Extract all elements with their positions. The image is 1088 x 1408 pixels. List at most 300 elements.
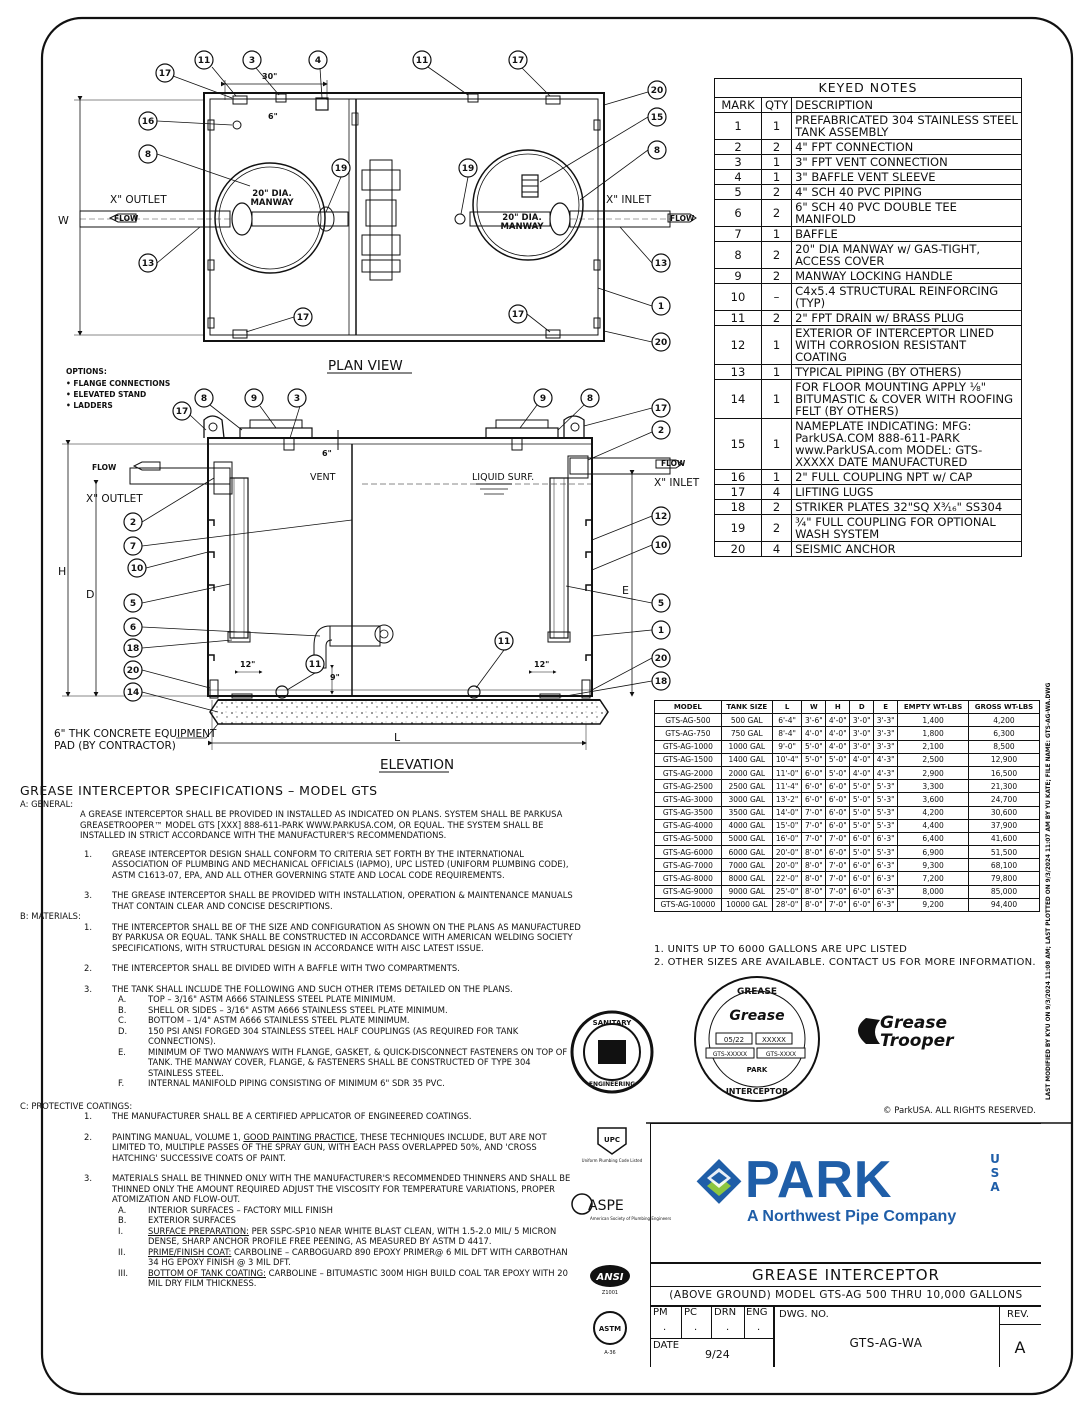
note-mark: 6 <box>715 200 762 227</box>
svg-text:4: 4 <box>314 56 322 66</box>
model-row <box>655 832 1040 845</box>
svg-text:17: 17 <box>158 69 172 79</box>
model-cell: 750 GAL <box>721 727 772 740</box>
model-cell: 6'-0" <box>850 898 874 911</box>
model-cell: 7'-0" <box>826 872 850 885</box>
model-cell: 11'-0" <box>772 766 801 779</box>
svg-text:17: 17 <box>511 310 525 320</box>
model-row <box>655 753 1040 766</box>
model-cell: 9'-0" <box>772 740 801 753</box>
model-cell: 79,800 <box>968 872 1039 885</box>
model-row <box>655 780 1040 793</box>
model-cell: 7,200 <box>898 872 969 885</box>
svg-text:20: 20 <box>650 86 664 96</box>
model-cell: 6'-3" <box>874 859 898 872</box>
svg-text:Grease: Grease <box>729 1008 785 1024</box>
note-mark: 3 <box>715 155 762 170</box>
model-cell: 5'-0" <box>826 766 850 779</box>
model-cell: 6'-0" <box>826 793 850 806</box>
model-cell: 2,100 <box>898 740 969 753</box>
liquid-surface-label: LIQUID SURF. <box>472 472 535 483</box>
model-cell: 85,000 <box>968 885 1039 898</box>
svg-text:X" INLET: X" INLET <box>654 477 700 489</box>
note-description: 20" DIA MANWAY w/ GAS-TIGHT, ACCESS COVER <box>792 242 1022 269</box>
model-row <box>655 846 1040 859</box>
model-cell: GTS-AG-4000 <box>655 819 722 832</box>
specifications: GREASE INTERCEPTOR SPECIFICATIONS – MODEL GTS A: GENERAL: A GREASE INTERCEPTOR SHALL BE PROVIDED IN INSTALLED AS INDICATED ON PLANS. SYSTEM SHALL BE PARKUSA GREASETROOPER™ MODEL GTS [XXX] 888-611-PARK WWW.PARKUSA.COM, OR EQUAL. THE SYSTEM SHALL BE INSTALLED IN STRICT ACCORDANCE WITH THE MANUFACTURER'S RECOMMENDATIONS. 1. GREASE INTERCEPTOR DESIGN SHALL CONFORM TO CRITERIA SET FORTH BY THE INTERNATIONAL ASSOCIATION OF PLUMBING AND MECHANICAL OFFICIALS (IAPMO), UPC LISTED (UNIFORM PLUMBING CODE), ASTM C1613-07, EPA, AND ALL OTHER GOVERNING STATE AND LOCAL CODE REQUIREMENTS. 3. THE GREASE INTERCEPTOR SHALL BE PROVIDED WITH INSTALLATION, OPERATION & MAINTENANCE MANUALS THAT CONTAIN CLEAR AND CONCISE DESCRIPTIONS. B: MATERIALS: 1. THE INTERCEPTOR SHALL BE OF THE SIZE AND CONFIGURATION AS SHOWN ON THE PLANS AS MANUFACTURED BY PARKUSA OR EQUAL. TANK SHALL BE CONSTRUCTED IN ACCORDANCE WITH AMERICAN WELDING SOCIETY SPECIFICATIONS, WITH STRUCTURAL DESIGN IN ACCORDANCE WITH AISC LATEST ISSUE. 2. THE INTERCEPTOR SHALL BE DIVIDED WITH A BAFFLE WITH TWO COMPARTMENTS. 3. THE TANK SHALL INCLUDE THE FOLLOWING AND SUCH OTHER ITEMS DETAILED ON THE PLANS. A. TOP – 3/16" ASTM A666 STAINLESS STEEL PLATE MINIMUM. B. SHELL OR SIDES – 3/16" ASTM A666 STAINLESS STEEL PLATE MINIMUM. C. BOTTOM – 1/4" ASTM A666 STAINLESS STEEL PLATE MINIMUM. D. 150 PSI ANSI FORGED 304 STAINLESS STEEL HALF COUPLINGS (AS REQUIRED FOR TANK CONNECTIONS). E. MINIMUM OF TWO MANWAYS WITH FLANGE, GASKET, & QUICK-DISCONNECT FASTENERS ON TOP OF TANK. THE MANWAY COVER, FLANGE, & FASTENERS SHALL BE CONSTRUCTED OF TYPE 304 STAINLESS STEEL. F. INTERNAL MANIFOLD PIPING CONSISTING OF MINIMUM 6" SDR 35 PVC. C: PROTECTIVE COATINGS: 1. THE MANUFACTURER SHALL BE A CERTIFIED APPLICATOR OF ENGINEERED COATINGS. 2. PAINTING MANUAL, VOLUME 1, GOOD PAINTING PRACTICE, THESE TECHNIQUES INCLUDE, BUT ARE NOT LIMITED TO, MULTIPLE PASSES OF THE SPRAY GUN, WITH EACH PASS OVERLAPPED 50%, AND 'CROSS HATCHING' SUCCESSIVE COATS OF PAINT. 3. MATERIALS SHALL BE THINNED ONLY WITH THE MANUFACTURER'S RECOMMENDED THINNERS AND SHALL BE THINNED ONLY THE AMOUNT REQUIRED ADJUST THE VISCOSITY FOR TEMPERATURE VARIATIONS, PROPER ATOMIZATION AND FLOW-OUT. A. INTERIOR SURFACES – FACTORY MILL FINISH B. EXTERIOR SURFACES I. SURFACE PREPARATION: PER SSPC-SP10 NEAR WHITE BLAST CLEAN, WITH 1.5-2.0 MIL/ 5 MICRON DENSE, SHARP ANCHOR PROFILE FREE PEENING, AS MEASURED BY ASTM D 4417. II. PRIME/FINISH COAT: CARBOLINE – CARBOGUARD 890 EPOXY PRIMER@ 6 MIL DFT WITH CARBOTHAN 34 HG EPOXY FINISH @ 3 MIL DFT. III. BOTTOM OF TANK COATING: CARBOLINE – BITUMASTIC 300M HIGH BUILD COAL TAR EPOXY WITH 20 MIL DRY FILM THICKNESS. <box>20 786 600 1289</box>
qty-header: QTY <box>762 98 792 113</box>
model-note-2: 2. OTHER SIZES ARE AVAILABLE. CONTACT US FOR MORE INFORMATION. <box>654 957 1036 968</box>
svg-text:• FLANGE CONNECTIONS: • FLANGE CONNECTIONS <box>66 379 171 388</box>
model-row <box>655 766 1040 779</box>
model-cell: 8'-0" <box>802 872 826 885</box>
note-mark: 7 <box>715 227 762 242</box>
svg-text:20: 20 <box>654 654 668 664</box>
model-cell: 8000 GAL <box>721 872 772 885</box>
note-description: 2" FULL COUPLING NPT w/ CAP <box>792 470 1022 485</box>
model-cell: 51,500 <box>968 846 1039 859</box>
model-cell: 37,900 <box>968 819 1039 832</box>
note-description: STRIKER PLATES 32"SQ X³⁄₁₆" SS304 <box>792 500 1022 515</box>
note-qty: 4 <box>762 542 792 557</box>
drawing-subtitle: (ABOVE GROUND) MODEL GTS-AG 500 THRU 10,000 GALLONS <box>669 1289 1023 1301</box>
model-cell: 20'-0" <box>772 859 801 872</box>
svg-text:UPC: UPC <box>604 1136 620 1144</box>
model-cell: 6'-0" <box>802 780 826 793</box>
svg-text:11: 11 <box>197 56 211 66</box>
svg-text:8: 8 <box>200 394 208 404</box>
model-cell: 8,500 <box>968 740 1039 753</box>
model-cell: 5'-0" <box>850 806 874 819</box>
keyed-note-row <box>715 140 1022 155</box>
model-cell: 5'-3" <box>874 780 898 793</box>
svg-text:20" DIA.: 20" DIA. <box>502 213 542 223</box>
model-cell: 7'-0" <box>802 806 826 819</box>
model-cell: 1,800 <box>898 727 969 740</box>
model-col-header: GROSS WT-LBS <box>968 701 1039 714</box>
keyed-note-row <box>715 470 1022 485</box>
svg-text:8: 8 <box>653 146 661 156</box>
model-cell: 6'-3" <box>874 898 898 911</box>
model-row <box>655 727 1040 740</box>
dim-30-label: 30" <box>262 72 278 81</box>
drawing-number: GTS-AG-WA <box>849 1336 923 1350</box>
model-table <box>654 700 1040 912</box>
model-cell: GTS-AG-2500 <box>655 780 722 793</box>
model-cell: GTS-AG-1000 <box>655 740 722 753</box>
svg-text:9": 9" <box>330 673 340 682</box>
svg-text:11: 11 <box>497 637 511 647</box>
svg-text:• LADDERS: • LADDERS <box>66 401 113 410</box>
drawing-title: GREASE INTERCEPTOR <box>752 1266 940 1284</box>
model-cell: 8'-0" <box>802 885 826 898</box>
model-cell: 4'-0" <box>850 766 874 779</box>
svg-text:American Society of Plumbing E: American Society of Plumbing Engineers <box>590 1216 672 1221</box>
revision: A <box>1014 1338 1026 1357</box>
model-cell: 5'-0" <box>850 819 874 832</box>
model-cell: GTS-AG-3500 <box>655 806 722 819</box>
keyed-note-row <box>715 170 1022 185</box>
note-mark: 18 <box>715 500 762 515</box>
elevation-callouts <box>124 389 670 701</box>
svg-text:05/22: 05/22 <box>723 1036 745 1044</box>
keyed-note-row <box>715 242 1022 269</box>
svg-text:20: 20 <box>126 666 140 676</box>
svg-text:5: 5 <box>657 599 665 609</box>
svg-text:19: 19 <box>334 164 348 174</box>
model-cell: 9000 GAL <box>721 885 772 898</box>
model-cell: 30,600 <box>968 806 1039 819</box>
svg-text:16: 16 <box>141 117 155 127</box>
svg-text:2: 2 <box>129 518 137 528</box>
model-cell: 3'-0" <box>850 740 874 753</box>
model-cell: 3'-0" <box>850 714 874 727</box>
model-cell: 8'-0" <box>802 898 826 911</box>
svg-text:5: 5 <box>129 599 137 609</box>
svg-text:ASTM: ASTM <box>598 1325 622 1333</box>
model-cell: 5'-3" <box>874 793 898 806</box>
svg-text:19: 19 <box>461 164 475 174</box>
note-mark: 16 <box>715 470 762 485</box>
keyed-notes-title: KEYED NOTES <box>715 79 1022 98</box>
svg-text:18: 18 <box>126 644 140 654</box>
plan-callouts <box>139 51 670 351</box>
model-cell: 5'-3" <box>874 846 898 859</box>
model-col-header: D <box>850 701 874 714</box>
note-description: EXTERIOR OF INTERCEPTOR LINED WITH CORROSION RESISTANT COATING <box>792 326 1022 365</box>
model-cell: 41,600 <box>968 832 1039 845</box>
svg-text:14: 14 <box>126 688 140 698</box>
svg-text:VENT: VENT <box>310 472 336 483</box>
note-mark: 13 <box>715 365 762 380</box>
note-qty: 2 <box>762 242 792 269</box>
model-cell: 25'-0" <box>772 885 801 898</box>
keyed-note-row <box>715 311 1022 326</box>
grease-trooper-logo <box>858 1013 955 1051</box>
svg-text:18: 18 <box>654 677 668 687</box>
model-cell: 16,500 <box>968 766 1039 779</box>
model-cell: 5'-3" <box>874 806 898 819</box>
model-cell: 3'-3" <box>874 740 898 753</box>
mark-header: MARK <box>715 98 762 113</box>
svg-text:SANITARY: SANITARY <box>592 1019 632 1027</box>
park-tagline: A Northwest Pipe Company <box>747 1208 957 1225</box>
model-cell: 6,400 <box>898 832 969 845</box>
model-cell: 4'-0" <box>850 753 874 766</box>
note-description: BAFFLE <box>792 227 1022 242</box>
model-cell: 3000 GAL <box>721 793 772 806</box>
model-row <box>655 793 1040 806</box>
model-cell: 7'-0" <box>802 819 826 832</box>
model-col-header: MODEL <box>655 701 722 714</box>
model-cell: 4'-0" <box>826 740 850 753</box>
note-mark: 19 <box>715 515 762 542</box>
note-qty: 1 <box>762 380 792 419</box>
note-description: 3" BAFFLE VENT SLEEVE <box>792 170 1022 185</box>
note-qty: 1 <box>762 227 792 242</box>
svg-text:GREASE: GREASE <box>736 987 778 997</box>
model-cell: 21,300 <box>968 780 1039 793</box>
specs-title: GREASE INTERCEPTOR SPECIFICATIONS – MODEL GTS <box>20 783 378 798</box>
svg-text:20: 20 <box>654 338 668 348</box>
model-cell: 6'-0" <box>826 780 850 793</box>
model-cell: 13'-2" <box>772 793 801 806</box>
model-cell: 24,700 <box>968 793 1039 806</box>
svg-text:11: 11 <box>415 56 429 66</box>
model-row <box>655 806 1040 819</box>
plan-view-title: PLAN VIEW <box>328 358 403 374</box>
model-cell: 5'-0" <box>850 846 874 859</box>
model-cell: 5000 GAL <box>721 832 772 845</box>
svg-text:GTS-XXXXX: GTS-XXXXX <box>712 1051 748 1058</box>
svg-text:12": 12" <box>240 660 256 669</box>
svg-text:MANWAY: MANWAY <box>250 198 294 208</box>
keyed-note-row <box>715 185 1022 200</box>
note-description: 6" SCH 40 PVC DOUBLE TEE MANIFOLD <box>792 200 1022 227</box>
svg-text:7: 7 <box>129 542 137 552</box>
model-cell: 5'-3" <box>874 819 898 832</box>
model-cell: 6'-0" <box>850 859 874 872</box>
model-cell: 11'-4" <box>772 780 801 793</box>
svg-text:3: 3 <box>293 394 301 404</box>
note-description: PREFABRICATED 304 STAINLESS STEEL TANK ASSEMBLY <box>792 113 1022 140</box>
model-col-header: EMPTY WT-LBS <box>898 701 969 714</box>
model-cell: 7'-0" <box>826 885 850 898</box>
model-cell: 6'-0" <box>802 793 826 806</box>
model-cell: 68,100 <box>968 859 1039 872</box>
keyed-note-row <box>715 269 1022 284</box>
model-cell: 6000 GAL <box>721 846 772 859</box>
model-cell: GTS-AG-5000 <box>655 832 722 845</box>
svg-text:FLOW: FLOW <box>670 214 695 223</box>
note-mark: 12 <box>715 326 762 365</box>
model-cell: 7'-0" <box>802 832 826 845</box>
copyright: © ParkUSA. ALL RIGHTS RESERVED. <box>883 1106 1036 1116</box>
park-brand: PARK <box>745 1151 893 1209</box>
svg-text:1: 1 <box>657 302 665 312</box>
x-outlet-label: X" OUTLET <box>110 194 167 206</box>
note-description: 4" SCH 40 PVC PIPING <box>792 185 1022 200</box>
park-logo-mark <box>697 1159 742 1204</box>
model-cell: 5'-0" <box>850 780 874 793</box>
model-row <box>655 859 1040 872</box>
note-qty: 1 <box>762 113 792 140</box>
pad-note: 6" THK CONCRETE EQUIPMENT <box>54 728 217 740</box>
svg-text:2: 2 <box>657 426 665 436</box>
svg-text:FLOW: FLOW <box>92 463 117 472</box>
model-cell: 9,300 <box>898 859 969 872</box>
model-col-header: H <box>826 701 850 714</box>
model-cell: GTS-AG-1500 <box>655 753 722 766</box>
svg-text:8: 8 <box>144 150 152 160</box>
model-cell: 7'-0" <box>826 859 850 872</box>
svg-text:12: 12 <box>654 512 668 522</box>
astm-logo <box>594 1312 626 1356</box>
svg-text:6": 6" <box>322 449 332 458</box>
model-row <box>655 740 1040 753</box>
title-block: PARK USA A Northwest Pipe Company GREASE INTERCEPTOR (ABOVE GROUND) MODEL GTS-AG 500 THRU 10,000 GALLONS PM PC DRN ENG . . . . DWG. NO. GTS-AG-WA REV. A DATE 9/24 <box>650 1123 1041 1367</box>
model-cell: GTS-AG-6000 <box>655 846 722 859</box>
x-inlet-label: X" INLET <box>606 194 652 206</box>
model-cell: 3'-3" <box>874 714 898 727</box>
note-qty: 2 <box>762 140 792 155</box>
plot-stamp: LAST MODIFIED BY KYU ON 9/3/2024 11:08 AM; LAST PLOTTED ON 9/3/2024 11:07 AM BY YU KATE; FILE NAME: GTS-AG-WA.DWG <box>1046 682 1052 1100</box>
note-qty: 2 <box>762 185 792 200</box>
model-cell: 22'-0" <box>772 872 801 885</box>
keyed-note-row <box>715 380 1022 419</box>
note-qty: 4 <box>762 485 792 500</box>
svg-text:MANWAY: MANWAY <box>500 222 544 232</box>
svg-text:10: 10 <box>130 564 144 574</box>
note-mark: 1 <box>715 113 762 140</box>
model-cell: 28'-0" <box>772 898 801 911</box>
model-cell: 6'-0" <box>826 846 850 859</box>
model-cell: 8'-0" <box>802 846 826 859</box>
model-cell: 6'-3" <box>874 872 898 885</box>
model-cell: 2,900 <box>898 766 969 779</box>
note-description: 4" FPT CONNECTION <box>792 140 1022 155</box>
model-cell: 4'-0" <box>826 714 850 727</box>
keyed-note-row <box>715 419 1022 470</box>
model-cell: 7000 GAL <box>721 859 772 872</box>
svg-text:Grease: Grease <box>880 1013 947 1033</box>
model-cell: GTS-AG-9000 <box>655 885 722 898</box>
model-cell: 3'-6" <box>802 714 826 727</box>
model-cell: 6'-3" <box>874 832 898 845</box>
svg-text:Trooper: Trooper <box>880 1031 954 1051</box>
svg-text:D: D <box>86 588 95 601</box>
svg-text:W: W <box>58 214 69 227</box>
model-cell: 6'-0" <box>826 819 850 832</box>
model-cell: 3'-0" <box>850 727 874 740</box>
note-description: TYPICAL PIPING (BY OTHERS) <box>792 365 1022 380</box>
model-cell: 5'-0" <box>850 793 874 806</box>
svg-text:A-36: A-36 <box>604 1350 616 1356</box>
model-cell: 4'-0" <box>826 727 850 740</box>
model-cell: GTS-AG-8000 <box>655 872 722 885</box>
note-description: LIFTING LUGS <box>792 485 1022 500</box>
model-cell: 1400 GAL <box>721 753 772 766</box>
model-cell: 8,000 <box>898 885 969 898</box>
note-qty: 1 <box>762 326 792 365</box>
model-cell: GTS-AG-7000 <box>655 859 722 872</box>
note-qty: 2 <box>762 200 792 227</box>
note-qty: 1 <box>762 365 792 380</box>
model-cell: 5'-0" <box>802 740 826 753</box>
svg-text:FLOW: FLOW <box>114 214 139 223</box>
keyed-note-row <box>715 500 1022 515</box>
svg-text:OPTIONS:: OPTIONS: <box>66 367 107 376</box>
note-description: FOR FLOOR MOUNTING APPLY ⅛" BITUMASTIC & COVER WITH ROOFING FELT (BY OTHERS) <box>792 380 1022 419</box>
svg-text:ASPE: ASPE <box>588 1198 624 1214</box>
note-mark: 8 <box>715 242 762 269</box>
note-mark: 15 <box>715 419 762 470</box>
model-note-1: 1. UNITS UP TO 6000 GALLONS ARE UPC LISTED <box>654 944 908 955</box>
model-cell: 6'-0" <box>802 766 826 779</box>
model-cell: GTS-AG-10000 <box>655 898 722 911</box>
note-description: NAMEPLATE INDICATING: MFG: ParkUSA.COM 888-611-PARK www.ParkUSA.com MODEL: GTS-XXXXX DATE MANUFACTURED <box>792 419 1022 470</box>
model-cell: 7'-0" <box>826 898 850 911</box>
model-cell: 4,400 <box>898 819 969 832</box>
keyed-note-row <box>715 485 1022 500</box>
model-cell: 6,300 <box>968 727 1039 740</box>
model-row <box>655 885 1040 898</box>
svg-text:3: 3 <box>248 56 256 66</box>
model-cell: 4000 GAL <box>721 819 772 832</box>
svg-text:20" DIA.: 20" DIA. <box>252 189 292 199</box>
note-qty: 1 <box>762 470 792 485</box>
model-cell: 6'-0" <box>850 885 874 898</box>
svg-text:17: 17 <box>175 407 189 417</box>
model-cell: GTS-AG-500 <box>655 714 722 727</box>
note-description: 2" FPT DRAIN w/ BRASS PLUG <box>792 311 1022 326</box>
svg-text:15: 15 <box>650 113 664 123</box>
grease-interceptor-seal <box>695 977 819 1101</box>
model-cell: 15'-0" <box>772 819 801 832</box>
model-col-header: E <box>874 701 898 714</box>
model-cell: 14'-0" <box>772 806 801 819</box>
note-mark: 10 <box>715 284 762 311</box>
note-qty: – <box>762 284 792 311</box>
model-cell: 4,200 <box>898 806 969 819</box>
svg-text:17: 17 <box>296 313 310 323</box>
keyed-note-row <box>715 227 1022 242</box>
model-row <box>655 898 1040 911</box>
svg-text:17: 17 <box>511 56 525 66</box>
model-cell: 8'-4" <box>772 727 801 740</box>
model-cell: 6,900 <box>898 846 969 859</box>
model-cell: 3,300 <box>898 780 969 793</box>
note-qty: 1 <box>762 170 792 185</box>
model-cell: 20'-0" <box>772 846 801 859</box>
svg-text:PAD (BY CONTRACTOR): PAD (BY CONTRACTOR) <box>54 740 176 752</box>
keyed-note-row <box>715 200 1022 227</box>
note-description: C4x5.4 STRUCTURAL REINFORCING (TYP) <box>792 284 1022 311</box>
note-mark: 17 <box>715 485 762 500</box>
model-col-header: L <box>772 701 801 714</box>
model-cell: 7'-0" <box>826 832 850 845</box>
svg-text:X" OUTLET: X" OUTLET <box>86 493 143 505</box>
concrete-pad <box>210 700 608 724</box>
keyed-note-row <box>715 155 1022 170</box>
svg-text:INTERCEPTOR: INTERCEPTOR <box>725 1087 789 1096</box>
keyed-note-row <box>715 365 1022 380</box>
note-description: SEISMIC ANCHOR <box>792 542 1022 557</box>
note-qty: 2 <box>762 500 792 515</box>
note-mark: 14 <box>715 380 762 419</box>
model-cell: 6'-0" <box>850 832 874 845</box>
keyed-note-row <box>715 113 1022 140</box>
note-mark: 4 <box>715 170 762 185</box>
elevation-title: ELEVATION <box>380 757 455 773</box>
plan-view <box>74 80 696 341</box>
note-description: 3" FPT VENT CONNECTION <box>792 155 1022 170</box>
keyed-note-row <box>715 542 1022 557</box>
svg-text:8: 8 <box>586 394 594 404</box>
model-cell: 12,900 <box>968 753 1039 766</box>
svg-text:6: 6 <box>129 623 137 633</box>
model-cell: GTS-AG-750 <box>655 727 722 740</box>
park-usa: USA <box>990 1152 1000 1194</box>
keyed-note-row <box>715 326 1022 365</box>
model-cell: 3500 GAL <box>721 806 772 819</box>
model-cell: 6'-0" <box>850 872 874 885</box>
svg-text:ENGINEERING: ENGINEERING <box>588 1081 636 1088</box>
svg-text:Z1001: Z1001 <box>601 1290 619 1296</box>
svg-text:17: 17 <box>654 404 668 414</box>
note-mark: 2 <box>715 140 762 155</box>
svg-text:6": 6" <box>268 112 278 121</box>
